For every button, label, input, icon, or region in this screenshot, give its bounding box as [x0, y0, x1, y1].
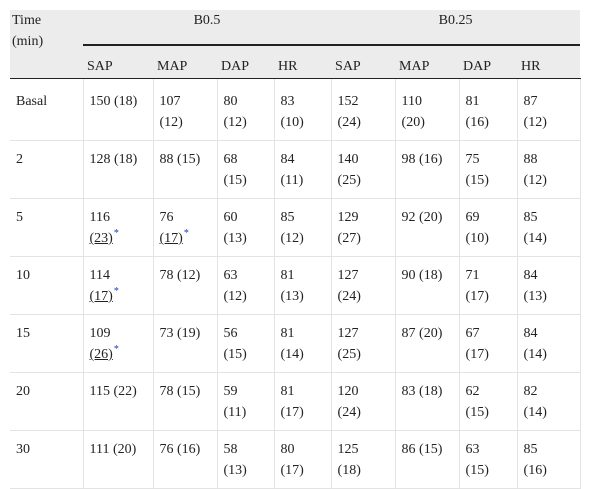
value-cell [153, 257, 217, 315]
value-line1: 63 [465, 442, 480, 457]
value-line2-wrap [281, 112, 327, 133]
group-header-label: B0.25 [331, 10, 580, 46]
value-line2: (11) [280, 173, 304, 188]
time-cell: 15 [10, 315, 83, 373]
value-line1: 73 (19) [159, 326, 201, 341]
value-cell [217, 199, 274, 257]
value-cell [395, 79, 459, 141]
value-line1: 111 (20) [89, 442, 137, 457]
value-line1: 129 [337, 210, 359, 225]
value-line2-wrap [90, 286, 149, 307]
value-line1: 116 [89, 210, 110, 225]
value-cell [395, 257, 459, 315]
value-line2: (27) [337, 231, 361, 246]
value-line1: 81 [280, 326, 295, 341]
value-line1: 58 [223, 442, 238, 457]
value-line1: 81 [280, 268, 295, 283]
value-cell [83, 315, 153, 373]
value-line2: (14) [523, 347, 547, 362]
value-line1: 125 [337, 442, 359, 457]
value-line1: 114 [89, 268, 110, 283]
value-cell [274, 257, 331, 315]
value-line2-wrap [402, 112, 455, 133]
value-line2-wrap [524, 460, 576, 481]
table-row [10, 199, 580, 257]
value-line2-wrap [281, 460, 327, 481]
value-line1: 152 [337, 94, 359, 109]
value-line2-wrap [224, 344, 270, 365]
value-line2: (24) [337, 289, 361, 304]
value-line2: (25) [337, 347, 361, 362]
value-line2: (26) [89, 347, 113, 362]
value-cell [217, 431, 274, 489]
column-header: HR [517, 52, 580, 79]
value-cell [459, 373, 517, 431]
value-line2: (15) [465, 173, 489, 188]
table-header [10, 10, 580, 79]
value-line2-wrap [524, 344, 576, 365]
value-line2-wrap [338, 402, 391, 423]
value-line2-wrap [224, 112, 270, 133]
blood-pressure-table [10, 10, 581, 489]
value-cell [459, 315, 517, 373]
value-cell [331, 431, 395, 489]
table-row [10, 315, 580, 373]
value-cell [517, 373, 580, 431]
value-cell [459, 199, 517, 257]
value-line2-wrap [466, 460, 513, 481]
time-cell: Basal [10, 79, 83, 141]
value-cell [153, 199, 217, 257]
value-cell [217, 373, 274, 431]
value-cell [517, 79, 580, 141]
value-line2: (17) [280, 463, 304, 478]
value-cell [83, 431, 153, 489]
value-cell [459, 257, 517, 315]
value-line1: 76 [159, 210, 174, 225]
time-cell: 30 [10, 431, 83, 489]
value-line2-wrap [466, 402, 513, 423]
value-line1: 110 [401, 94, 423, 109]
value-line2: (13) [280, 289, 304, 304]
value-line2-wrap [281, 402, 327, 423]
value-cell [517, 141, 580, 199]
value-line2: (23) [89, 231, 113, 246]
value-line2: (17) [465, 347, 489, 362]
time-cell: 20 [10, 373, 83, 431]
value-cell [274, 199, 331, 257]
value-line2-wrap [224, 228, 270, 249]
value-cell [395, 199, 459, 257]
value-line2: (18) [337, 463, 361, 478]
value-line1: 86 (15) [401, 442, 443, 457]
group-header-b05 [83, 10, 331, 52]
value-line2: (15) [223, 347, 247, 362]
value-line2-wrap [160, 112, 213, 133]
value-cell [331, 141, 395, 199]
value-cell [517, 431, 580, 489]
value-line1: 92 (20) [401, 210, 443, 225]
column-header-row [10, 52, 580, 79]
value-cell [331, 199, 395, 257]
value-line1: 71 [465, 268, 480, 283]
value-line1: 60 [223, 210, 238, 225]
value-line2: (17) [465, 289, 489, 304]
value-cell [83, 257, 153, 315]
value-cell [395, 373, 459, 431]
value-cell [83, 79, 153, 141]
value-line1: 83 [280, 94, 295, 109]
value-line2: (12) [523, 115, 547, 130]
value-line1: 90 (18) [401, 268, 443, 283]
footnote-marker-link[interactable]: * [113, 286, 119, 298]
value-line1: 62 [465, 384, 480, 399]
value-line1: 56 [223, 326, 238, 341]
time-header-line1: Time [12, 13, 42, 28]
value-line1: 83 (18) [401, 384, 443, 399]
value-line2: (10) [465, 231, 489, 246]
value-cell [83, 141, 153, 199]
value-line2-wrap [524, 228, 576, 249]
value-line2-wrap [224, 286, 270, 307]
value-cell [517, 315, 580, 373]
value-line2-wrap [281, 228, 327, 249]
column-header: DAP [459, 52, 517, 79]
value-line2: (13) [523, 289, 547, 304]
value-line2-wrap [281, 344, 327, 365]
value-cell [459, 79, 517, 141]
value-line1: 84 [523, 326, 538, 341]
value-line1: 63 [223, 268, 238, 283]
value-line1: 76 (16) [159, 442, 201, 457]
value-line2-wrap [524, 402, 576, 423]
value-line2-wrap [338, 228, 391, 249]
value-line1: 78 (12) [159, 268, 201, 283]
value-line2: (15) [465, 405, 489, 420]
value-line1: 68 [223, 152, 238, 167]
value-line2-wrap [466, 344, 513, 365]
value-line2-wrap [281, 286, 327, 307]
value-line1: 98 (16) [401, 152, 443, 167]
table-body [10, 79, 580, 489]
value-line2-wrap [524, 112, 576, 133]
value-line2: (16) [465, 115, 489, 130]
value-line2-wrap [90, 344, 149, 365]
value-line1: 140 [337, 152, 359, 167]
value-cell [274, 315, 331, 373]
value-line2: (14) [280, 347, 304, 362]
value-line1: 78 (15) [159, 384, 201, 399]
value-line1: 75 [465, 152, 480, 167]
value-line2: (24) [337, 405, 361, 420]
footnote-marker-link[interactable]: * [183, 228, 189, 240]
table-row [10, 141, 580, 199]
value-line2-wrap [90, 228, 149, 249]
value-line1: 84 [280, 152, 295, 167]
value-line1: 109 [89, 326, 111, 341]
value-line2: (12) [223, 115, 247, 130]
value-cell [517, 257, 580, 315]
footnote-marker-link[interactable]: * [113, 344, 119, 356]
value-line2: (11) [223, 405, 247, 420]
value-line2-wrap [338, 112, 391, 133]
value-line2-wrap [338, 344, 391, 365]
value-cell [217, 141, 274, 199]
value-line1: 115 (22) [89, 384, 137, 399]
value-cell [274, 141, 331, 199]
value-line1: 127 [337, 268, 359, 283]
value-line2-wrap [224, 460, 270, 481]
value-cell [331, 315, 395, 373]
value-line2-wrap [224, 170, 270, 191]
value-line2: (13) [223, 463, 247, 478]
value-cell [395, 431, 459, 489]
time-header-line2: (min) [12, 34, 44, 49]
value-line2: (25) [337, 173, 361, 188]
value-line2-wrap [338, 460, 391, 481]
value-line2: (13) [223, 231, 247, 246]
value-line1: 150 (18) [89, 94, 138, 109]
value-line1: 84 [523, 268, 538, 283]
value-cell [274, 431, 331, 489]
value-line1: 81 [280, 384, 295, 399]
value-cell [331, 373, 395, 431]
value-line2: (17) [159, 231, 183, 246]
value-line2: (12) [159, 115, 183, 130]
group-header-label: B0.5 [83, 10, 331, 46]
value-cell [217, 315, 274, 373]
value-line2: (17) [89, 289, 113, 304]
value-line1: 80 [280, 442, 295, 457]
value-cell [217, 257, 274, 315]
value-line2: (12) [280, 231, 304, 246]
column-header: MAP [395, 52, 459, 79]
table-row [10, 257, 580, 315]
value-line2: (20) [401, 115, 425, 130]
value-cell [331, 79, 395, 141]
value-line2: (10) [280, 115, 304, 130]
value-cell [217, 79, 274, 141]
value-line2-wrap [338, 286, 391, 307]
value-line1: 82 [523, 384, 538, 399]
value-cell [395, 315, 459, 373]
value-line2: (15) [223, 173, 247, 188]
value-cell [395, 141, 459, 199]
value-cell [153, 373, 217, 431]
value-line2-wrap [224, 402, 270, 423]
value-line2-wrap [466, 228, 513, 249]
value-line2: (12) [523, 173, 547, 188]
value-cell [331, 257, 395, 315]
value-line2: (12) [223, 289, 247, 304]
group-header-b025 [331, 10, 580, 52]
value-line2-wrap [281, 170, 327, 191]
time-cell: 5 [10, 199, 83, 257]
value-cell [459, 431, 517, 489]
value-line2-wrap [524, 170, 576, 191]
value-line2-wrap [466, 112, 513, 133]
value-line1: 59 [223, 384, 238, 399]
value-line2: (14) [523, 231, 547, 246]
value-line2: (24) [337, 115, 361, 130]
column-header: SAP [83, 52, 153, 79]
value-cell [274, 373, 331, 431]
value-line2: (17) [280, 405, 304, 420]
table-row [10, 79, 580, 141]
value-cell [274, 79, 331, 141]
value-line1: 88 (15) [159, 152, 201, 167]
value-line2-wrap [160, 228, 213, 249]
value-cell [153, 431, 217, 489]
data-table-container [10, 10, 580, 489]
time-column-header [10, 10, 83, 52]
value-line1: 107 [159, 94, 181, 109]
value-cell [83, 199, 153, 257]
value-line1: 67 [465, 326, 480, 341]
value-cell [153, 79, 217, 141]
column-header: HR [274, 52, 331, 79]
value-line1: 128 (18) [89, 152, 138, 167]
value-cell [517, 199, 580, 257]
table-row [10, 431, 580, 489]
value-line2-wrap [338, 170, 391, 191]
value-line1: 81 [465, 94, 480, 109]
column-header: SAP [331, 52, 395, 79]
value-line1: 120 [337, 384, 359, 399]
time-cell: 10 [10, 257, 83, 315]
column-header: MAP [153, 52, 217, 79]
footnote-marker-link[interactable]: * [113, 228, 119, 240]
value-cell [153, 141, 217, 199]
value-line1: 85 [280, 210, 295, 225]
value-line1: 80 [223, 94, 238, 109]
value-line1: 85 [523, 210, 538, 225]
value-line2: (16) [523, 463, 547, 478]
value-line2: (14) [523, 405, 547, 420]
value-cell [459, 141, 517, 199]
value-line1: 69 [465, 210, 480, 225]
value-line1: 88 [523, 152, 538, 167]
value-line1: 87 (20) [401, 326, 443, 341]
value-line1: 85 [523, 442, 538, 457]
column-header: DAP [217, 52, 274, 79]
time-cell: 2 [10, 141, 83, 199]
table-row [10, 373, 580, 431]
value-line2: (15) [465, 463, 489, 478]
value-line2-wrap [466, 286, 513, 307]
value-cell [153, 315, 217, 373]
value-line2-wrap [524, 286, 576, 307]
value-line2-wrap [466, 170, 513, 191]
value-line1: 127 [337, 326, 359, 341]
column-header-blank [10, 52, 83, 79]
value-cell [83, 373, 153, 431]
value-line1: 87 [523, 94, 538, 109]
